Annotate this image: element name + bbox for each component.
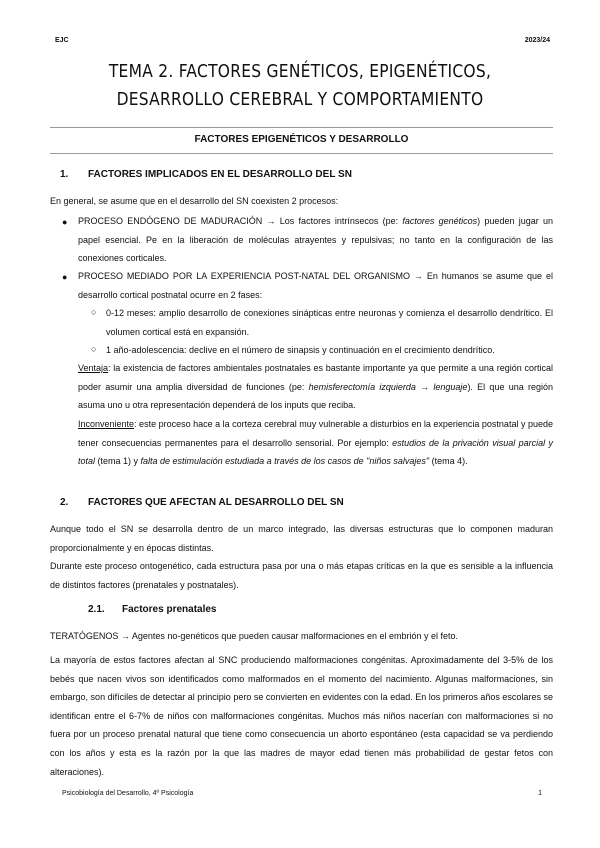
page-title: TEMA 2. FACTORES GENÉTICOS, EPIGENÉTICOS, DESARROLLO CEREBRAL Y COMPORTAMIENTO bbox=[108, 61, 492, 110]
circle-bullet-icon: ○ bbox=[91, 307, 97, 317]
bullet-dot-icon: ● bbox=[62, 272, 68, 282]
bullet-endogeno-italic: factores genéticos bbox=[402, 216, 478, 226]
footer-course: Psicobiología del Desarrollo, 4º Psicología bbox=[62, 790, 194, 797]
bullet-endogeno bbox=[78, 212, 553, 268]
section-2-heading bbox=[60, 497, 344, 508]
subsection-2-1-heading bbox=[88, 604, 217, 615]
section-2-number: 2. bbox=[60, 497, 69, 508]
ventaja-text-a: : la existencia de factores ambientales postnatales es bastante importante ya que permite a una región cortical poder asumir una amplia diversidad de funciones (pe: bbox=[78, 363, 553, 392]
ventaja-text-b: ). El que una región asuma uno u otra representación dependerá de los inputs que reciba. bbox=[78, 381, 553, 411]
header-right: 2023/24 bbox=[524, 37, 550, 44]
page-number: 1 bbox=[538, 790, 542, 797]
divider-bottom bbox=[50, 153, 553, 154]
subsection-2-1-title: Factores prenatales bbox=[122, 604, 217, 615]
teratogenos-definition: TERATÓGENOS → Agentes no-genéticos que pueden causar malformaciones en el embrión y el feto. bbox=[50, 631, 459, 641]
section-1-heading bbox=[60, 169, 352, 180]
bullet-experiencia: PROCESO MEDIADO POR LA EXPERIENCIA POST-NATAL DEL ORGANISMO → En humanos se asume que el desarrollo cortical postnatal ocurre en 2 fases: bbox=[78, 271, 553, 300]
section-1-title: FACTORES IMPLICADOS EN EL DESARROLLO DEL SN bbox=[88, 169, 352, 180]
header-left: EJC bbox=[55, 37, 69, 44]
subsection-2-1-number: 2.1. bbox=[88, 604, 105, 615]
divider-top bbox=[50, 127, 553, 128]
circle-bullet-icon: ○ bbox=[91, 344, 97, 354]
bullet-endogeno-text-b: ) pueden jugar un papel esencial. Pe en la liberación de moléculas atrayentes y repulsivas; no tanto en la configuración de las conexiones corticales. bbox=[78, 216, 553, 264]
ventaja-paragraph bbox=[78, 359, 553, 415]
section-2-title: FACTORES QUE AFECTAN AL DESARROLLO DEL SN bbox=[88, 497, 344, 508]
inconveniente-italic-1: estudios de la privación visual parcial y total bbox=[78, 437, 553, 467]
bullet-dot-icon: ● bbox=[62, 217, 68, 227]
section-2-paragraph-1: Aunque todo el SN se desarrolla dentro de un marco integrado, las diversas estructuras que lo componen maduran proporcionalmente y en épocas distintas. bbox=[50, 524, 553, 553]
section-1-intro: En general, se asume que en el desarrollo del SN coexisten 2 procesos: bbox=[50, 196, 339, 206]
inconveniente-label: Inconveniente bbox=[78, 419, 135, 429]
section-subtitle: FACTORES EPIGENÉTICOS Y DESARROLLO bbox=[194, 134, 409, 145]
ventaja-italic: hemisferectomía izquierda → lenguaje bbox=[308, 381, 468, 392]
section-2-paragraph-2: Durante este proceso ontogenético, cada estructura pasa por una o más etapas críticas en la que es sensible a la influencia de distintos factores (prenatales y postnatales). bbox=[50, 561, 553, 590]
inconveniente-italic-2: falta de estimulación estudiada a través de los casos de "niños salvajes" bbox=[140, 456, 430, 467]
inconveniente-text-b: (tema 1) y bbox=[95, 456, 141, 467]
subbullet-adolescencia: 1 año-adolescencia: declive en el número de sinapsis y continuación en el crecimiento dendrítico. bbox=[106, 345, 495, 355]
teratogenos-paragraph: La mayoría de estos factores afectan al SNC produciendo malformaciones congénitas. Aproximadamente del 3-5% de los bebés que nacen vivos son identificados como malformados en el momento del nacimiento. Algunas malformaciones, sin embargo, son difíciles de detectar al principio pero se convierten en evidentes con la edad. En los primeros años escolares se identifican entre el 6-7% de niños con malformaciones congénitas. Muchos más niños nacerían con malformaciones si no fuera por un proceso prenatal natural que tiene como consecuencia un aborto espontáneo (esta capacidad se va perdiendo con los años y esta es la razón por la que las madres de mayor edad tienen más probabilidad de gestar fetos con alteraciones). bbox=[50, 655, 553, 777]
section-1-number: 1. bbox=[60, 169, 69, 180]
inconveniente-paragraph bbox=[78, 415, 553, 471]
inconveniente-text-c: (tema 4). bbox=[429, 456, 468, 467]
inconveniente-text-a: : este proceso hace a la corteza cerebral muy vulnerable a disturbios en la experiencia postnatal y puede tener consecuencias permanentes para el desarrollo sensorial. Por ejemplo: bbox=[78, 419, 553, 448]
subbullet-0-12-meses: 0-12 meses: amplio desarrollo de conexiones sinápticas entre neuronas y comienza el desarrollo dendrítico. El volumen cortical está en expansión. bbox=[106, 308, 553, 337]
bullet-endogeno-text-a: PROCESO ENDÓGENO DE MADURACIÓN → Los factores intrínsecos (pe: bbox=[78, 216, 403, 226]
ventaja-label: Ventaja bbox=[78, 363, 109, 373]
